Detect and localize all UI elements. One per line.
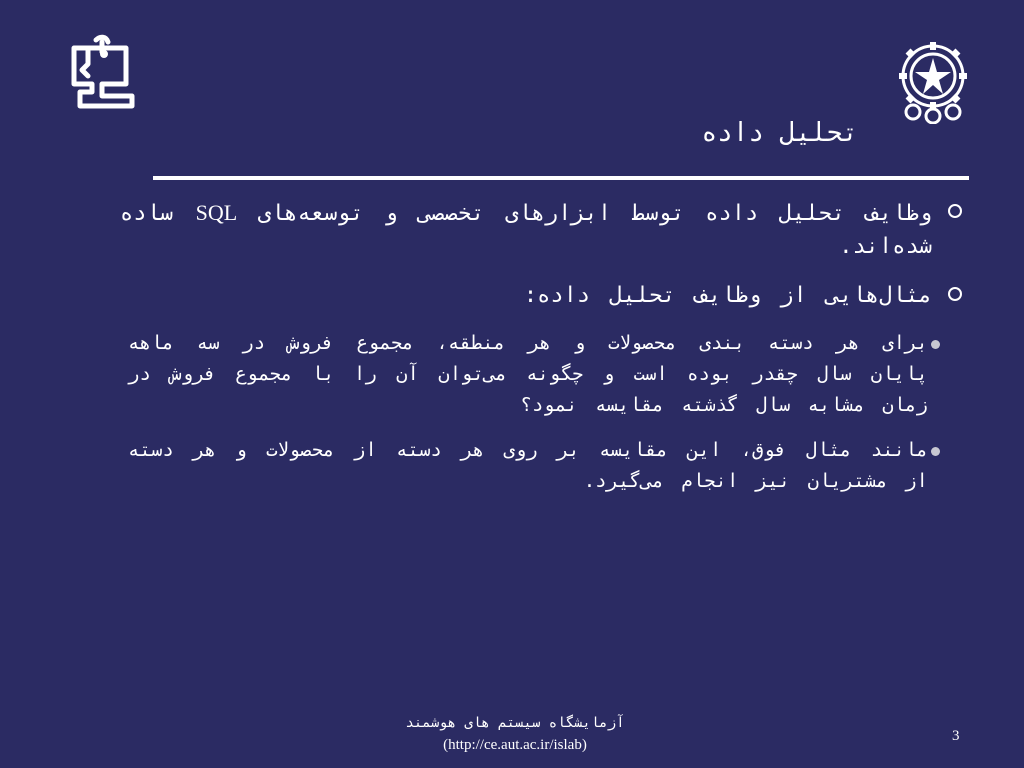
dot-bullet-icon — [931, 447, 940, 456]
slide-content — [120, 196, 970, 511]
sub-bullet-item — [128, 328, 970, 421]
hollow-circle-bullet-icon — [948, 287, 962, 301]
lab-url-link[interactable]: (http://ce.aut.ac.ir/islab) — [443, 737, 587, 753]
sub-bullet-text: مانند مثال فوق، این مقایسه بر روی هر دسته از محصولات و هر دسته از مشتریان نیز انجام می‌گیرد. — [128, 439, 928, 492]
slide-footer — [350, 712, 680, 756]
sub-bullet-item — [128, 435, 970, 497]
bullet-text: مثال‌هایی از وظایف تحلیل داده: — [523, 283, 932, 308]
dot-bullet-icon — [931, 340, 940, 349]
lab-computer-logo-icon — [62, 34, 138, 114]
page-number: 3 — [952, 728, 960, 744]
bullet-item — [120, 196, 970, 263]
university-emblem-icon — [893, 38, 973, 124]
bullet-text-end: ساده شده‌اند. — [120, 201, 932, 259]
sub-bullet-text: برای هر دسته بندی محصولات و هر منطقه، مجموع فروش در سه ماهه پایان سال چقدر بوده است و چگونه می‌توان آن را با مجموع فروش در زمان مشابه سال گذشته مقایسه نمود؟ — [128, 332, 928, 416]
bullet-item — [120, 279, 970, 312]
slide-title: تحلیل داده — [701, 118, 858, 148]
hollow-circle-bullet-icon — [948, 204, 962, 218]
bullet-text: وظایف تحلیل داده توسط ابزارهای تخصصی و توسعه‌های — [237, 201, 932, 226]
lab-name: آزمایشگاه سیستم های هوشمند — [405, 715, 625, 731]
sql-term: SQL — [195, 200, 238, 225]
title-divider — [153, 176, 969, 180]
